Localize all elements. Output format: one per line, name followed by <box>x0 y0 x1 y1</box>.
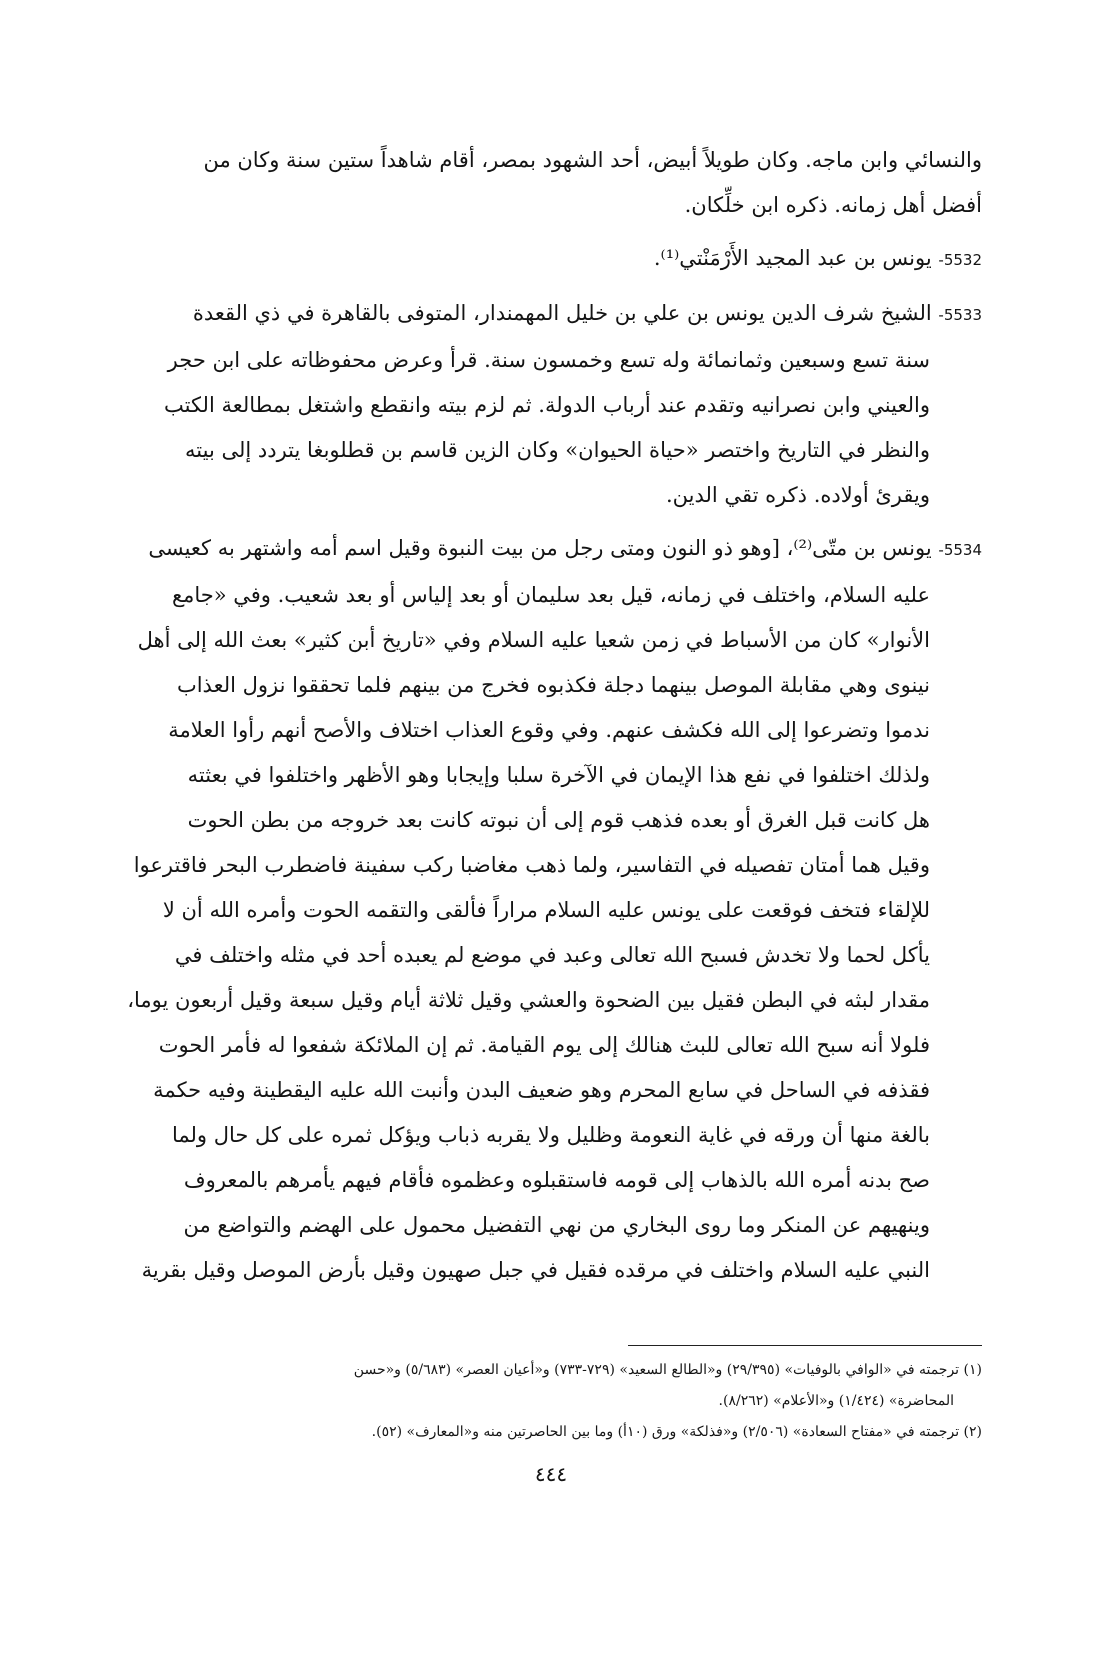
entry-number: 5533- <box>938 306 982 324</box>
text-line: وينهيهم عن المنكر وما روى البخاري من نهي التفضيل محمول على الهضم والتواضع من <box>183 1213 930 1237</box>
entry-5533 <box>100 291 982 518</box>
footnote-line: (٢) ترجمته في «مفتاح السعادة» (٢/٥٠٦) و«فذلكة» ورق (١٠أ) وما بين الحاصرتين منه و«المعارف» (٥٢). <box>371 1424 982 1440</box>
page-number: ٤٤٤ <box>534 1462 568 1486</box>
intro-paragraph <box>100 138 982 228</box>
entry-5534 <box>100 526 982 1293</box>
text-line: فلولا أنه سبح الله تعالى للبث هنالك إلى يوم القيامة. ثم إن الملائكة شفعوا له فأمر الحوت <box>158 1033 930 1057</box>
text-line-content: يونس بن متّى⁽²⁾، [وهو ذو النون ومتى رجل من بيت النبوة وقيل اسم أمه واشتهر به كعيسى <box>148 536 932 560</box>
text-line: مقدار لبثه في البطن فقيل بين الضحوة والعشي وقيل ثلاثة أيام وقيل سبعة وقيل أربعون يوما، <box>127 988 930 1012</box>
footnote-line: المحاضرة» (١/٤٢٤) و«الأعلام» (٨/٢٦٢). <box>718 1393 954 1409</box>
text-line: هل كانت قبل الغرق أو بعده فذهب قوم إلى أن نبوته كانت بعد خروجه من بطن الحوت <box>187 808 930 832</box>
text-line: الأنوار» كان من الأسباط في زمن شعيا عليه السلام وفي «تاريخ أبن كثير» بعث الله إلى أهل <box>137 628 930 652</box>
footnote-1 <box>100 1355 982 1417</box>
entry-5532 <box>100 236 982 283</box>
footnote-2 <box>100 1417 982 1448</box>
entry-number: 5534- <box>938 541 982 559</box>
text-line: صح بدنه أمره الله بالذهاب إلى قومه فاستقبلوه وعظموه فأقام فيهم يأمرهم بالمعروف <box>183 1168 930 1192</box>
text-line: بالغة منها أن ورقه في غاية النعومة وظليل ولا يقربه ذباب ويؤكل ثمره على كل حال ولما <box>171 1123 930 1147</box>
text-line: أفضل أهل زمانه. ذكره ابن خلِّكان. <box>684 193 982 217</box>
text-line: والنسائي وابن ماجه. وكان طويلاً أبيض، أحد الشهود بمصر، أقام شاهداً ستين سنة وكان من <box>203 148 982 172</box>
text-line: والنظر في التاريخ واختصر «حياة الحيوان» وكان الزين قاسم بن قطلوبغا يتردد إلى بيته <box>185 438 930 462</box>
footnotes <box>100 1355 982 1448</box>
text-line: ويقرئ أولاده. ذكره تقي الدين. <box>666 483 930 507</box>
entry-number: 5532- <box>938 251 982 269</box>
text-line-content: الشيخ شرف الدين يونس بن علي بن خليل المهمندار، المتوفى بالقاهرة في ذي القعدة <box>192 301 932 325</box>
text-line: النبي عليه السلام واختلف في مرقده فقيل في جبل صهيون وقيل بأرض الموصل وقيل بقرية <box>141 1258 930 1282</box>
text-line: نينوى وهي مقابلة الموصل بينهما دجلة فكذبوه فخرج من بينهم فلما تحققوا نزول العذاب <box>176 673 930 697</box>
text-line: يأكل لحما ولا تخدش فسبح الله تعالى وعبد في موضع لم يعبده أحد في مثله واختلف في <box>174 943 930 967</box>
text-line-content: يونس بن عبد المجيد الأَرْمَنْتي⁽¹⁾. <box>653 246 932 270</box>
footnote-divider <box>628 1345 982 1346</box>
footnote-line: (١) ترجمته في «الوافي بالوفيات» (٢٩/٣٩٥) و«الطالع السعيد» (٧٢٩-٧٣٣) و«أعيان العصر» (٥/٦٨٣) و«حسن <box>353 1362 982 1378</box>
text-line: ولذلك اختلفوا في نفع هذا الإيمان في الآخرة سلبا وإيجابا وهو الأظهر واختلفوا في بعثته <box>187 763 930 787</box>
text-line <box>100 236 982 283</box>
text-line: وقيل هما أمتان تفصيله في التفاسير، ولما ذهب مغاضبا ركب سفينة فاضطرب البحر فاقترعوا <box>133 853 930 877</box>
text-line: فقذفه في الساحل في سابع المحرم وهو ضعيف البدن وأنبت الله عليه اليقطينة وفيه حكمة <box>153 1078 930 1102</box>
text-line: عليه السلام، واختلف في زمانه، قيل بعد سليمان أو بعد إلياس أو بعد شعيب. وفي «جامع <box>171 583 930 607</box>
text-line: للإلقاء فتخف فوقعت على يونس عليه السلام مراراً فألقى والتقمه الحوت وأمره الله أن لا <box>162 898 930 922</box>
text-line: ندموا وتضرعوا إلى الله فكشف عنهم. وفي وقوع العذاب اختلاف والأصح أنهم رأوا العلامة <box>168 718 930 742</box>
main-text <box>100 138 982 1293</box>
text-line: سنة تسع وسبعين وثمانمائة وله تسع وخمسون سنة. قرأ وعرض محفوظاته على ابن حجر <box>167 348 930 372</box>
text-line <box>100 291 982 338</box>
text-line <box>100 526 982 573</box>
text-line: والعيني وابن نصرانيه وتقدم عند أرباب الدولة. ثم لزم بيته وانقطع واشتغل بمطالعة الكتب <box>164 393 930 417</box>
